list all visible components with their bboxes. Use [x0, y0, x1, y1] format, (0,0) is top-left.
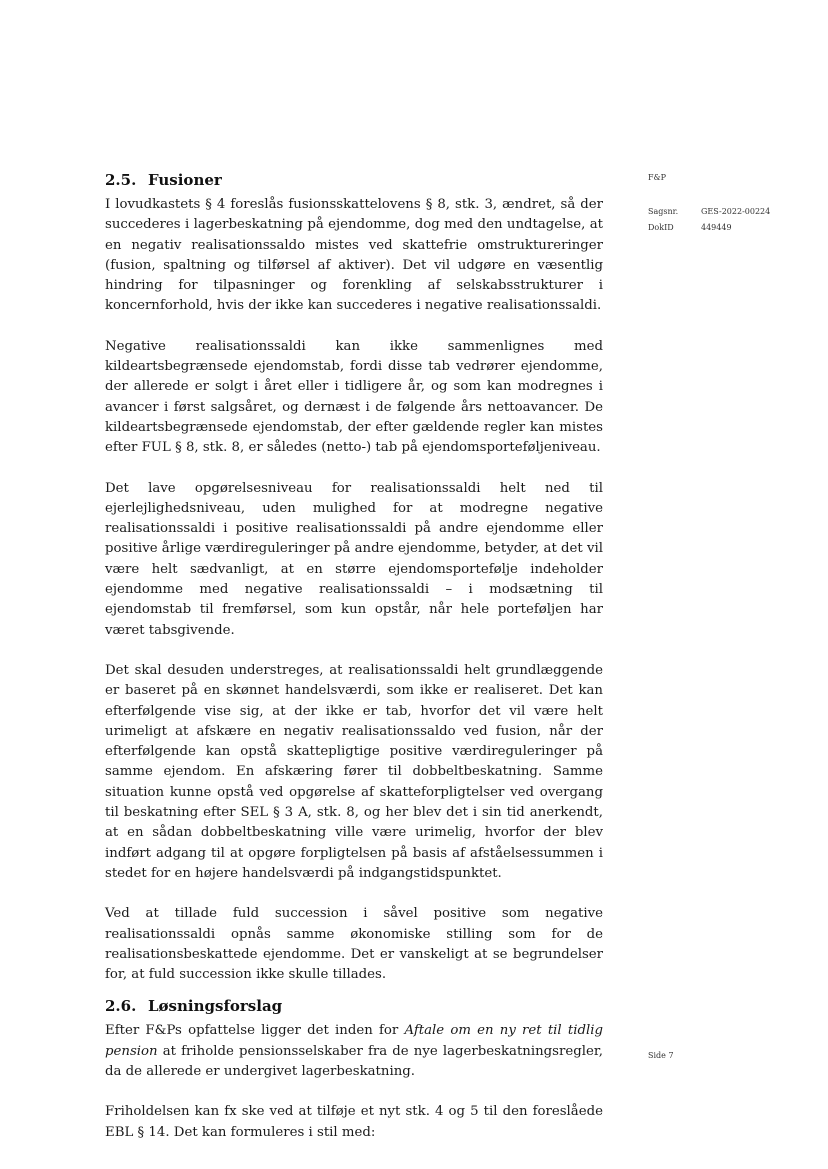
paragraph: Det skal desuden understreges, at realisationssaldi helt grundlæggende er baseret på en skønnet handelsværdi, som ikke er realiseret. Det kan efterfølgende vise sig, at der ikke er tab, hvorfor det vil være helt urimeligt at afskære en negativ realisationssaldo ved fusion, når der efterfølgende kan opstå skattepligtige positive værdireguleringer på samme ejendom. En afskæring fører til dobbeltbeskatning. Samme situation kunne opstå ved opgørelse af skatteforpligtelser ved overgang til beskatning efter SEL § 3 A, stk. 8, og her blev det i sin tid anerkendt, at en sådan dobbeltbeskatning ville være urimelig, hvorfor der blev indført adgang til at opgøre forpligtelsen på basis af afståelsessummen i stedet for en højere handelsværdi på indgangstidspunktet.	[105, 662, 603, 881]
section-number: 2.6.	[105, 997, 137, 1016]
dokid-label: DokID	[648, 223, 674, 232]
org-label: F&P	[648, 173, 667, 182]
paragraph: Det lave opgørelsesniveau for realisationssaldi helt ned til ejerlejlighedsniveau, uden mulighed for at modregne negative realisationssaldi i positive realisationssaldi på andre ejendomme eller positive årlige værdireguleringer på andre ejendomme, betyder, at det vil være helt sædvanligt, at en større ejendomsportefølje indeholder ejendomme med negative realisationssaldi – i modsætning til ejendomstab til fremførsel, som kun opstår, når hele porteføljen har været tabsgivende.	[105, 480, 603, 638]
sagsnr-value: GES-2022-00224	[701, 207, 771, 216]
section-title: Løsningsforslag	[148, 997, 283, 1016]
section-number: 2.5.	[105, 171, 137, 189]
paragraph: Ved at tillade fuld succession i såvel positive som negative realisationssaldi opnås samme økonomiske stilling som for de realisationsbeskattede ejendomme. Det er vanskeligt at se begrundelser for, at fuld succession ikke skulle tillades.	[105, 906, 603, 983]
document-body	[105, 171, 603, 1143]
paragraph: Negative realisationssaldi kan ikke sammenlignes med kildeartsbegrænsede ejendomstab, fordi disse tab vedrører ejendomme, der allerede er solgt i året eller i tidligere år, og som kan modregnes i avancer i først salgsåret, og dernæst i de følgende års nettoavancer. De kildeartsbegrænsede ejendomstab, der efter gældende regler kan mistes efter FUL § 8, stk. 8, er således (netto-) tab på ejendomsporteføljeniveau.	[105, 338, 603, 456]
page-footer	[648, 1051, 674, 1060]
sidebar-dokid	[648, 223, 732, 232]
italic-text-run: Aftale om en ny ret til tidlig pension	[105, 1023, 603, 1059]
text-run: at friholde pensionsselskaber fra de nye lagerbeskatningsregler, da de allerede er undergivet lagerbeskatning.	[105, 1043, 603, 1079]
sagsnr-label: Sagsnr.	[648, 207, 679, 216]
page-number: Side 7	[648, 1051, 674, 1060]
paragraph: Friholdelsen kan fx ske ved at tilføje et nyt stk. 4 og 5 til den foreslåede EBL § 14. Det kan formuleres i stil med:	[105, 1104, 603, 1140]
paragraph	[105, 1021, 603, 1082]
sidebar-org	[648, 173, 666, 182]
text-run: Efter F&Ps opfattelse ligger det inden for	[105, 1023, 405, 1039]
paragraph: I lovudkastets § 4 foreslås fusionsskattelovens § 8, stk. 3, ændret, så der succederes i lagerbeskatning på ejendomme, dog med den undtagelse, at en negativ realisationssaldo mistes ved skattefrie omstruktureringer (fusion, spaltning og tilførsel af aktiver). Det vil udgøre en væsentlig hindring for tilpasninger og forenkling af selskabsstrukturer i koncernforhold, hvis der ikke kan succederes i negative realisationssaldi.	[105, 197, 603, 314]
section-title: Fusioner	[148, 171, 222, 189]
section-heading-fusioner	[105, 171, 603, 189]
sidebar-sagsnr	[648, 207, 770, 216]
section-heading-loesningsforslag	[105, 997, 603, 1015]
dokid-value: 449449	[701, 223, 732, 232]
